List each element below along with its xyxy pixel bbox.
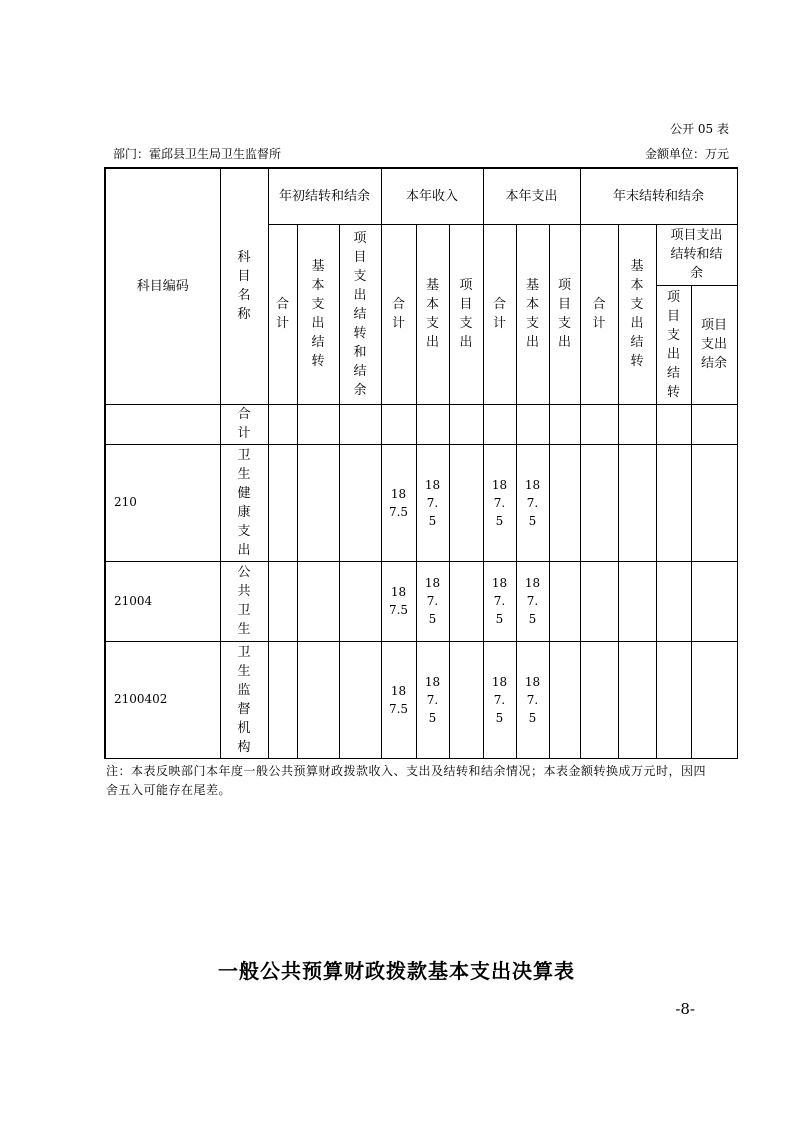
row-income-basic: 187.5 [416, 561, 449, 641]
row-expense-total: 187.5 [483, 561, 516, 641]
begin-project-carry-header: 项目支出结转和结余 [339, 224, 381, 404]
row-name: 卫生监督机构 [220, 641, 268, 758]
table-row [105, 641, 737, 758]
table-note: 注：本表反映部门本年度一般公共预算财政拨款收入、支出及结转和结余情况；本表金额转换成万元时，因四舍五入可能存在尾差。 [106, 764, 707, 797]
page-number: -8- [675, 1000, 695, 1018]
income-basic-header: 基本支出 [416, 224, 449, 404]
end-basic-carry-header: 基本支出结转 [618, 224, 656, 404]
row-income-basic: 187.5 [416, 641, 449, 758]
col-name-header: 科目名称 [220, 168, 268, 404]
row-code: 2100402 [105, 641, 220, 758]
row-name: 公共卫生 [220, 561, 268, 641]
income-total-header: 合计 [381, 224, 416, 404]
row-income-total: 187.5 [381, 444, 416, 561]
table-row [105, 444, 737, 561]
row-income-basic: 187.5 [416, 444, 449, 561]
expense-project-header: 项目支出 [549, 224, 580, 404]
end-project-balance-header: 项目支出结余 [691, 285, 737, 404]
row-expense-basic: 187.5 [516, 641, 549, 758]
group-end-header: 年末结转和结余 [580, 168, 737, 224]
row-code: 210 [105, 444, 220, 561]
col-code-header: 科目编码 [105, 168, 220, 404]
end-project-carry-header: 项目支出结转 [656, 285, 691, 404]
total-label-cell: 合计 [220, 404, 268, 444]
next-table-title: 一般公共预算财政拨款基本支出决算表 [218, 959, 575, 983]
row-expense-basic: 187.5 [516, 444, 549, 561]
end-project-group-header: 项目支出结转和结余 [656, 224, 737, 285]
row-expense-basic: 187.5 [516, 561, 549, 641]
row-expense-total: 187.5 [483, 444, 516, 561]
expense-basic-header: 基本支出 [516, 224, 549, 404]
group-begin-header: 年初结转和结余 [268, 168, 381, 224]
row-code: 21004 [105, 561, 220, 641]
form-number: 公开 05 表 [670, 122, 729, 136]
department-label: 部门：霍邱县卫生局卫生监督所 [113, 147, 282, 161]
begin-basic-carry-header: 基本支出结转 [297, 224, 339, 404]
table-row [105, 561, 737, 641]
amount-unit-label: 金额单位：万元 [644, 147, 729, 161]
budget-table [104, 167, 738, 759]
total-code-cell [105, 404, 220, 444]
group-income-header: 本年收入 [381, 168, 483, 224]
row-name: 卫生健康支出 [220, 444, 268, 561]
income-project-header: 项目支出 [449, 224, 483, 404]
end-total-header: 合计 [580, 224, 618, 404]
expense-total-header: 合计 [483, 224, 516, 404]
row-income-total: 187.5 [381, 641, 416, 758]
group-expense-header: 本年支出 [483, 168, 580, 224]
total-row [105, 404, 737, 444]
row-expense-total: 187.5 [483, 641, 516, 758]
header-row-1 [105, 168, 737, 224]
begin-total-header: 合计 [268, 224, 297, 404]
row-income-total: 187.5 [381, 561, 416, 641]
